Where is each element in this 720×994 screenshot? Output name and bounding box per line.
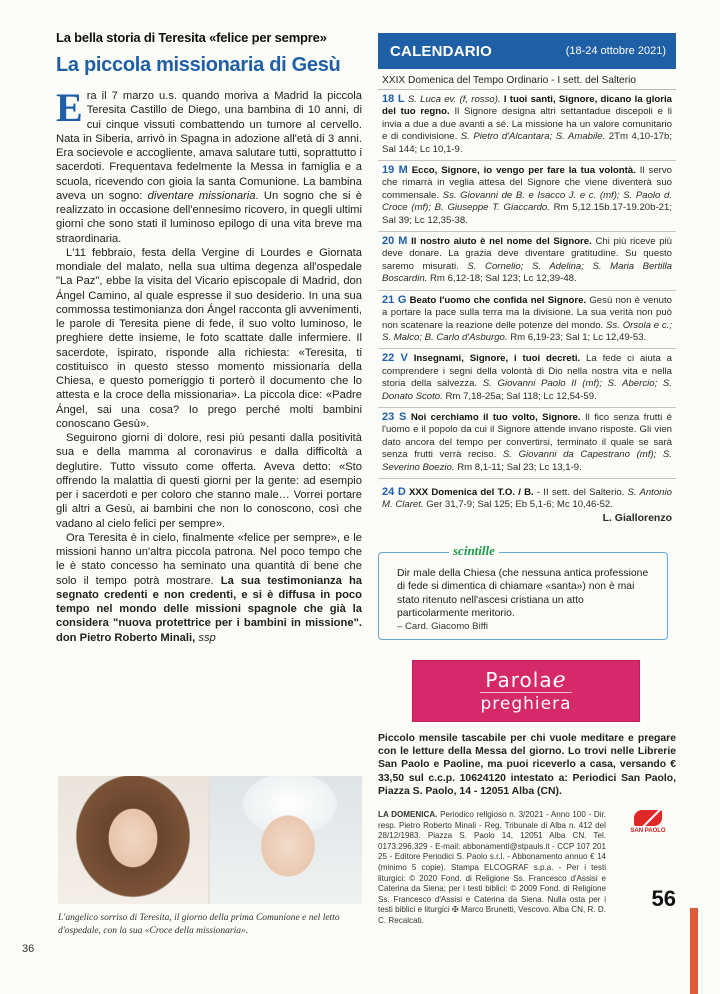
calendar-day bbox=[378, 161, 676, 232]
calendar-day bbox=[378, 232, 676, 291]
article-paragraph-2: L'11 febbraio, festa della Vergine di Lourdes e Giornata mondiale del malato, nella sua ultima degenza all'ospedale "La Paz", ebbe la visita del Vicario episcopale di Madrid, don Ángel Camino, al quale espresse il suo desiderio. In una sua commossa testimonianza don Ángel racconta gli avvenimenti, le parole di Teresita piene di fede, il suo volto luminoso, le preghiere dette insieme, le foto scattate dalle infermiere. Il sacerdote, ispirato, risponde alla richiesta: «Teresita, ti costituisco in questo stesso momento missionaria della Chiesa, e questo pomeriggio ti porterò il documento che lo attesta e la croce della missionaria». La piccola dice: «Padre Ángel, sai una cosa? Io prego perché molti bambini conoscano Gesù». bbox=[56, 246, 362, 430]
scintille-box bbox=[378, 543, 668, 640]
calendar-day-sunday bbox=[378, 483, 676, 528]
signature-suffix: ssp bbox=[198, 631, 216, 644]
article-paragraph-3: Seguirono giorni di dolore, resi più pesanti dalla positività sua e della mamma al coronavirus e dalla difficoltà a deglutire. Tutto vissuto come offerta. Aveva detto: «Sto offrendo la malattia di questi giorni per la gente: ad esempio per i sacerdoti e per coloro che stanno male… Vorrei portare gli altri a Gesù, ai bambini che non lo conoscono, così che vadano al cielo felici per sempre». bbox=[56, 432, 362, 530]
page-number-right: 56 bbox=[651, 886, 676, 912]
day-saints: S. Giovanni da Capestrano (mf); S. Severino Boezio. bbox=[382, 449, 672, 473]
day-saints: Ss. Orsola e c.; S. Malco; B. Carlo d'Asburgo. bbox=[382, 319, 673, 343]
day-saints: S. Giovanni Paolo II (mf); S. Abercio; S. Donato Scoto. bbox=[382, 378, 672, 402]
day-saints: S. Cornelio; S. Adelina; S. Maria Bertilla Boscardin. bbox=[382, 260, 672, 285]
day-gospel: I tuoi santi, Signore, dicano la gloria del tuo regno. bbox=[382, 94, 673, 118]
day-gospel: Insegnami, Signore, i tuoi decreti. bbox=[413, 353, 581, 365]
banner-word-parola: Parola bbox=[485, 667, 553, 692]
day-refs: Rm 8,1-11; Sal 23; Lc 13,1-9. bbox=[457, 461, 582, 473]
article-column bbox=[56, 30, 362, 645]
day-refs: 2Tm 4,10-17b; Sal 144; Lc 10,1-9. bbox=[382, 131, 672, 155]
day-refs: Rm 6,12-18; Sal 123; Lc 12,39-48. bbox=[430, 273, 577, 285]
day-text: La fede ci aiuta a comprendere i segni della volontà di Dio nella nostra vita e nella storia della salvezza. bbox=[382, 353, 672, 390]
day-gospel: Noi cerchiamo il tuo volto, Signore. bbox=[410, 411, 581, 423]
day-refs: Rm 5,12.15b.17-19.20b-21; Sal 39; Lc 12,35-38. bbox=[382, 202, 672, 226]
logo-mark-icon bbox=[634, 810, 662, 826]
day-saints: Ss. Giovanni de B. e Isacco J. e c. (mf); S. Paolo d. Croce (mf); B. Giuseppe T. Giaccardo. bbox=[382, 189, 672, 214]
imprint-title: LA DOMENICA. bbox=[378, 810, 438, 820]
day-text: Gesù non è venuto a portare la pace sulla terra ma la divisione. La sua verità non può non scatenare la reazione delle potenze del mondo. bbox=[382, 294, 672, 331]
banner-connector: e bbox=[552, 667, 567, 693]
day-gospel: Il nostro aiuto è nel nome del Signore. bbox=[411, 236, 592, 248]
scintille-author: – Card. Giacomo Biffi bbox=[397, 621, 488, 632]
day-saints: S. Antonio M. Claret. bbox=[382, 486, 672, 511]
calendar-subtitle: XXIX Domenica del Tempo Ordinario - I sett. del Salterio bbox=[378, 69, 676, 90]
scintille-label: scintille bbox=[449, 543, 499, 559]
calendar-days bbox=[378, 90, 676, 479]
banner-line1 bbox=[485, 669, 566, 692]
photo-caption: L'angelico sorriso di Teresita, il giorno della prima Comunione e nel letto d'ospedale, con la sua «Croce della missionaria». bbox=[58, 913, 340, 936]
calendar-author: L. Giallorenzo bbox=[602, 511, 672, 524]
logo-text: SAN PAOLO bbox=[630, 828, 666, 835]
page-number-left: 36 bbox=[22, 943, 35, 955]
day-feast: S. Luca ev. (f, rosso). bbox=[407, 94, 501, 105]
article-paragraph-1 bbox=[56, 85, 362, 246]
day-gospel: Beato l'uomo che confida nel Signore. bbox=[409, 294, 587, 306]
day-number: 18 L bbox=[382, 93, 405, 105]
p4-bold: La sua testimonianza ha segnato credenti e non credenti, e si è diffusa in poco tempo nel mondo delle missioni spagnole che già la considera "nuova protettrice per i bambini in missione". bbox=[56, 574, 363, 630]
p4-text: Ora Teresita è in cielo, finalmente «felice per sempre», e le missioni hanno un'altra piccola patrona. Nel poco tempo che le è stato concesso ha seminato una quantità di bene che solo il tempo potrà mostrare. bbox=[56, 531, 362, 587]
article-body bbox=[56, 85, 363, 645]
calendar-day bbox=[378, 349, 676, 408]
calendar-title: CALENDARIO bbox=[390, 42, 492, 60]
scintille-quote: Dir male della Chiesa (che nessuna antica professione di fede si dimentica di chiamare «santa») non è mai stato ritenuto nell'ascesi cristiana un atto particolarmente meritorio. bbox=[397, 568, 649, 619]
calendar-day bbox=[378, 408, 676, 479]
photo-first-communion bbox=[58, 776, 208, 904]
p1-end: . Un sogno che si è realizzato in occasione dell'ennesimo ricovero, in quegli ultimi giorni che sono stati il luminoso epilogo di una vita breve ma straordinaria. bbox=[56, 189, 362, 245]
signature-name: don Pietro Roberto Minali, bbox=[56, 631, 196, 644]
imprint-text bbox=[378, 810, 606, 927]
promo-text: Piccolo mensile tascabile per chi vuole meditare e pregare con le letture della Messa del giorno. Lo trovi nelle Librerie San Paolo e Paoline, ma puoi riceverlo a casa, versando € 33,50 sul c.c.p. 10624120 intestato a: Periodici San Paolo, Piazza S. Paolo, 14 - 12051 Alba (CN). bbox=[378, 733, 676, 797]
article-photos bbox=[58, 776, 362, 904]
banner-line2: preghiera bbox=[480, 693, 572, 714]
p1-italic: diventare missionaria bbox=[147, 189, 256, 202]
day-text: Il servo che rimarrà in veglia attesa del Signore che viene diventerà suo commensale. bbox=[382, 165, 672, 201]
day-refs: Rm 7,18-25a; Sal 118; Lc 12,54-59. bbox=[445, 390, 597, 402]
day-number: 19 M bbox=[382, 164, 408, 177]
day-number: 23 S bbox=[382, 410, 407, 423]
calendar-range: (18-24 ottobre 2021) bbox=[565, 45, 666, 57]
day-number: 21 G bbox=[382, 293, 407, 306]
day-refs: Rm 6,19-23; Sal 1; Lc 12,49-53. bbox=[510, 331, 647, 343]
right-column bbox=[378, 33, 676, 927]
dropcap: E bbox=[56, 85, 83, 130]
day-text: Chi più riceve più deve donare. La grazia deve diventare gratitudine. Su questo saremo misurati. bbox=[382, 236, 672, 272]
day-text: Il fico senza frutti è l'uomo e il popolo da cui il Signore attende invano risposte. Gli vien dato ancora del tempo per convertirsi, terminato il quale se sarà senza frutti verrà reciso. bbox=[382, 411, 672, 461]
calendar-day bbox=[378, 90, 676, 161]
imprint-side bbox=[612, 810, 676, 927]
article-headline: La piccola missionaria di Gesù bbox=[56, 54, 341, 76]
calendar-header bbox=[378, 33, 676, 69]
day-gospel: Ecco, Signore, io vengo per fare la tua volontà. bbox=[411, 165, 636, 177]
parola-e-preghiera-banner bbox=[412, 660, 640, 722]
imprint-body: Periodico religioso n. 3/2021 - Anno 100 - Dir. resp. Pietro Roberto Minali - Reg. Tribunale di Alba n. 412 del 28/12/1983. Piazza S. Paolo 14, 12051 Alba CN. Tel. 0173.296.329 - E-mail: abbonamenti@stpauls.it - CCP 107 201 25 - Editore Periodici S. Paolo s.r.l. - Abbonamento annuo € 14 (minimo 5 copie). Stampa ELCOGRAF s.p.a. - Per i testi liturgici: © 2020 Fond. di Religione Ss. Francesco d'Assisi e Caterina da Siena; per i testi biblici: © 2009 Fond. di Religione Ss. Francesco d'Assisi e Caterina da Siena. Nulla osta per i testi biblici e liturgici ✠ Marco Brunetti, Vescovo. Alba CN, R. D. C. Recalcati. bbox=[378, 810, 606, 925]
day-number: 20 M bbox=[382, 235, 408, 248]
day-saints: S. Pietro d'Alcantara; S. Amabile. bbox=[460, 131, 606, 143]
article-paragraph-4 bbox=[56, 531, 362, 645]
imprint-area bbox=[378, 810, 676, 927]
article-signature bbox=[56, 632, 216, 644]
san-paolo-logo bbox=[620, 810, 676, 840]
day-text: Il Signore designa altri settantadue discepoli e li invia a due a due avanti a sé. La missione ha un valore comunitario e di condivisione. bbox=[382, 106, 672, 143]
calendar-day bbox=[378, 291, 676, 350]
photo-hospital bbox=[210, 776, 362, 904]
day-text: - II sett. del Salterio. bbox=[536, 486, 625, 498]
day-gospel: XXX Domenica del T.O. / B. bbox=[408, 486, 534, 498]
day-number: 22 V bbox=[382, 352, 408, 365]
article-kicker: La bella storia di Teresita «felice per sempre» bbox=[56, 30, 327, 45]
day-number: 24 D bbox=[382, 485, 406, 498]
edge-stripe bbox=[690, 908, 698, 994]
day-refs: Ger 31,7-9; Sal 125; Eb 5,1-6; Mc 10,46-52. bbox=[426, 499, 613, 511]
p1-text: ra il 7 marzo u.s. quando moriva a Madrid la piccola Teresita Castillo de Diego, una bambina di 10 anni, di cui cinque vissuti combattendo un tumore al cervello. Nata in Siberia, arrivò in Spagna in adozione all'età di 3 anni. Era socievole e accogliente, amava salutare tutti, soprattutto i sacerdoti. Frequentava fedelmente la Messa in famiglia e a scuola, ricevendo con gioia la santa Comunione. La bambina aveva un sogno: bbox=[56, 90, 362, 202]
